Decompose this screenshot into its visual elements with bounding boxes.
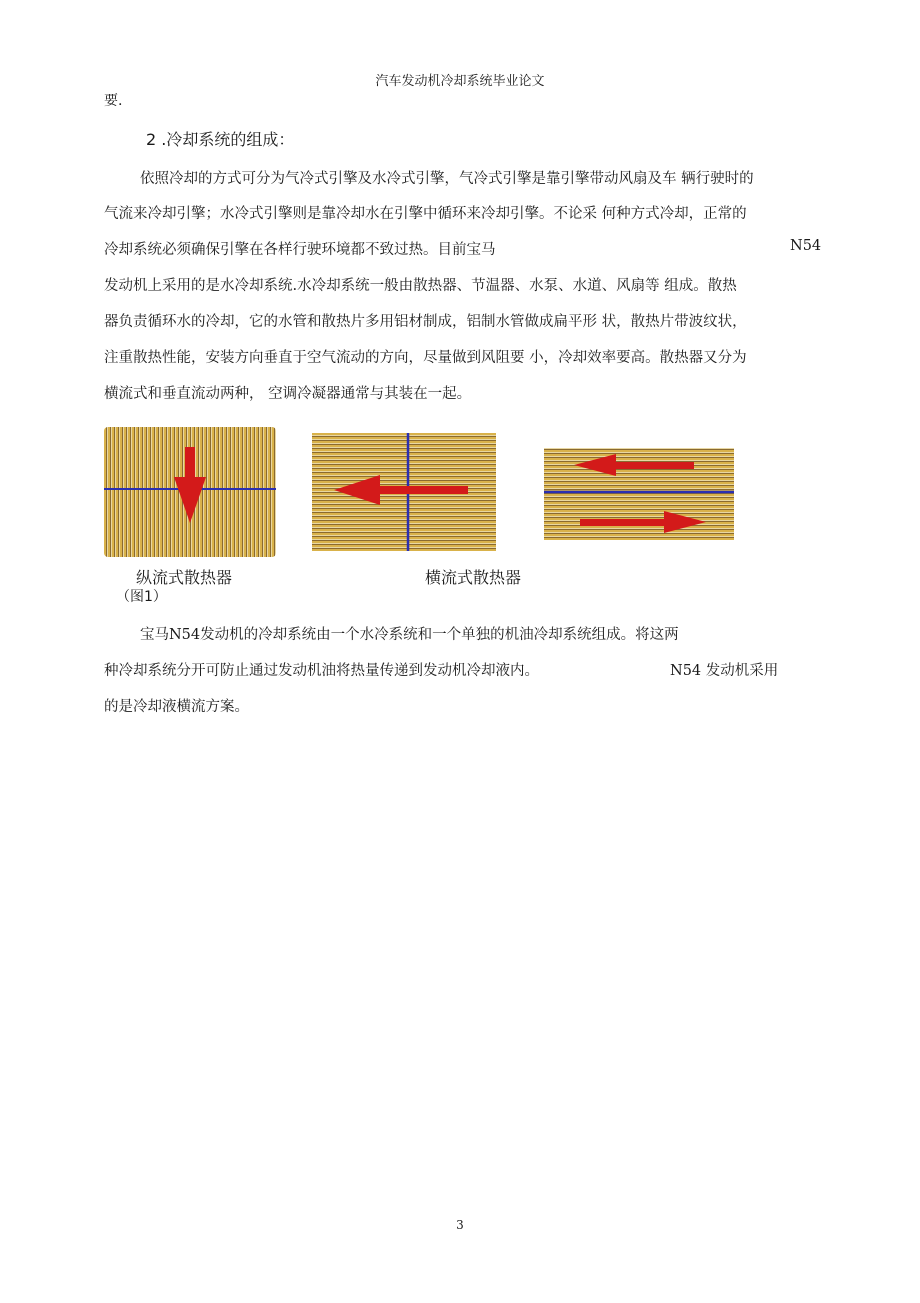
section-heading: 2 .冷却系统的组成：: [146, 130, 295, 149]
page-header: 汽车发动机冷却系统毕业论文: [375, 74, 545, 89]
lead-fragment: 要.: [104, 93, 123, 109]
horizontal-radiator-caption: 横流式散热器: [425, 568, 522, 587]
paragraph1-line: 注重散热性能，安装方向垂直于空气流动的方向，尽量做到风阻要 小，冷却效率要高。散热器又分为: [104, 350, 747, 366]
crossflow-radiator-image: [312, 433, 496, 551]
paragraph2-tail: N54 发动机采用: [670, 663, 779, 679]
paragraph2-line: 的是冷却液横流方案。: [104, 699, 249, 715]
paragraph1-line: 横流式和垂直流动两种， 空调冷凝器通常与其装在一起。: [104, 386, 472, 402]
paragraph2-line: 宝马N54发动机的冷却系统由一个水冷系统和一个单独的机油冷却系统组成。将这两: [140, 627, 679, 643]
paragraph1-line: 气流来冷却引擎；水冷式引擎则是靠冷却水在引擎中循环来冷却引擎。不论采 何种方式冷却，正常的: [104, 206, 747, 222]
paragraph1-line: 依照冷却的方式可分为气冷式引擎及水冷式引擎，气冷式引擎是靠引擎带动风扇及车 辆行驶时的: [140, 171, 754, 187]
paragraph1-n54: N54: [790, 238, 822, 254]
paragraph1-line: 冷却系统必须确保引擎在各样行驶环境都不致过热。目前宝马: [104, 242, 496, 258]
figure-label: （图1）: [116, 589, 167, 605]
vertical-flow-radiator-image: [104, 427, 276, 557]
vertical-radiator-caption: 纵流式散热器: [136, 568, 233, 587]
two-pass-radiator-image: [544, 448, 734, 540]
paragraph2-line: 种冷却系统分开可防止通过发动机油将热量传递到发动机冷却液内。: [104, 663, 539, 679]
page-number: 3: [456, 1218, 464, 1232]
paragraph1-line: 发动机上采用的是水冷却系统.水冷却系统一般由散热器、节温器、水泵、水道、风扇等 组成。散热: [104, 278, 737, 294]
paragraph1-line: 器负责循环水的冷却，它的水管和散热片多用铝材制成，铝制水管做成扁平形 状，散热片带波纹状，: [104, 314, 747, 330]
